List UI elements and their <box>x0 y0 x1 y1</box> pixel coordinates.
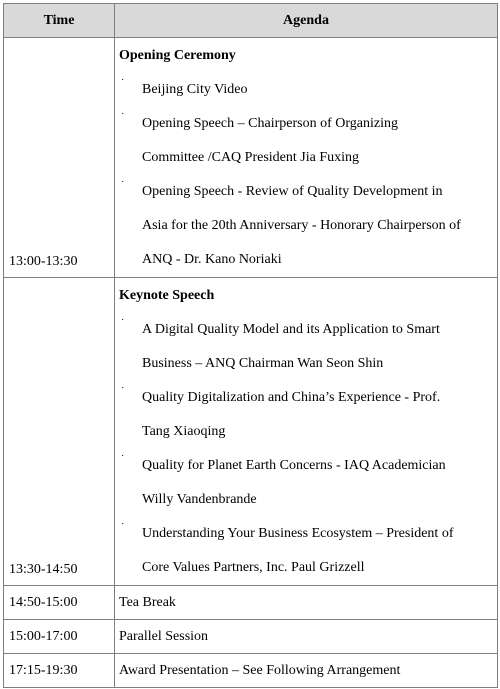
item-line: Business – ANQ Chairman Wan Seon Shin <box>142 356 384 371</box>
list-item <box>119 517 491 585</box>
table-row <box>4 654 498 688</box>
item-line: Beijing City Video <box>142 82 248 97</box>
item-line: Asia for the 20th Anniversary - Honorary Chairperson of <box>142 218 461 233</box>
agenda-header: Agenda <box>115 4 498 38</box>
agenda-cell <box>115 278 498 586</box>
item-line: Committee /CAQ President Jia Fuxing <box>142 150 359 165</box>
item-line: Quality Digitalization and China’s Experience - Prof. <box>142 390 441 405</box>
item-line: Willy Vandenbrande <box>142 492 257 507</box>
list-item <box>119 175 491 277</box>
item-line: Core Values Partners, Inc. Paul Grizzell <box>142 560 365 575</box>
table-row <box>4 38 498 278</box>
table-row <box>4 586 498 620</box>
table-row <box>4 620 498 654</box>
agenda-table <box>3 3 498 688</box>
item-line: A Digital Quality Model and its Application to Smart <box>142 322 440 337</box>
time-cell: 17:15-19:30 <box>4 654 115 688</box>
item-line: Opening Speech – Chairperson of Organizing <box>142 116 398 131</box>
bullet-icon: ˙ <box>121 318 125 329</box>
table-row <box>4 278 498 586</box>
agenda-list <box>119 73 491 277</box>
time-header: Time <box>4 4 115 38</box>
agenda-cell: Parallel Session <box>115 620 498 654</box>
list-item <box>119 381 491 449</box>
bullet-icon: ˙ <box>121 454 125 465</box>
bullet-icon: ˙ <box>121 522 125 533</box>
time-cell: 13:30-14:50 <box>4 278 115 586</box>
time-cell: 14:50-15:00 <box>4 586 115 620</box>
agenda-cell: Tea Break <box>115 586 498 620</box>
bullet-icon: ˙ <box>121 112 125 123</box>
item-line: Understanding Your Business Ecosystem – President of <box>142 526 454 541</box>
bullet-icon: ˙ <box>121 386 125 397</box>
list-item <box>119 107 491 175</box>
list-item <box>119 73 491 107</box>
item-line: Opening Speech - Review of Quality Development in <box>142 184 443 199</box>
header-row <box>4 4 498 38</box>
list-item <box>119 313 491 381</box>
time-cell: 15:00-17:00 <box>4 620 115 654</box>
item-line: ANQ - Dr. Kano Noriaki <box>142 252 282 267</box>
section-title: Opening Ceremony <box>119 48 236 63</box>
bullet-icon: ˙ <box>121 180 125 191</box>
time-cell: 13:00-13:30 <box>4 38 115 278</box>
list-item <box>119 449 491 517</box>
agenda-cell <box>115 38 498 278</box>
agenda-list <box>119 313 491 585</box>
agenda-cell: Award Presentation – See Following Arrangement <box>115 654 498 688</box>
item-line: Quality for Planet Earth Concerns - IAQ Academician <box>142 458 446 473</box>
section-title: Keynote Speech <box>119 288 215 303</box>
item-line: Tang Xiaoqing <box>142 424 226 439</box>
bullet-icon: ˙ <box>121 78 125 89</box>
